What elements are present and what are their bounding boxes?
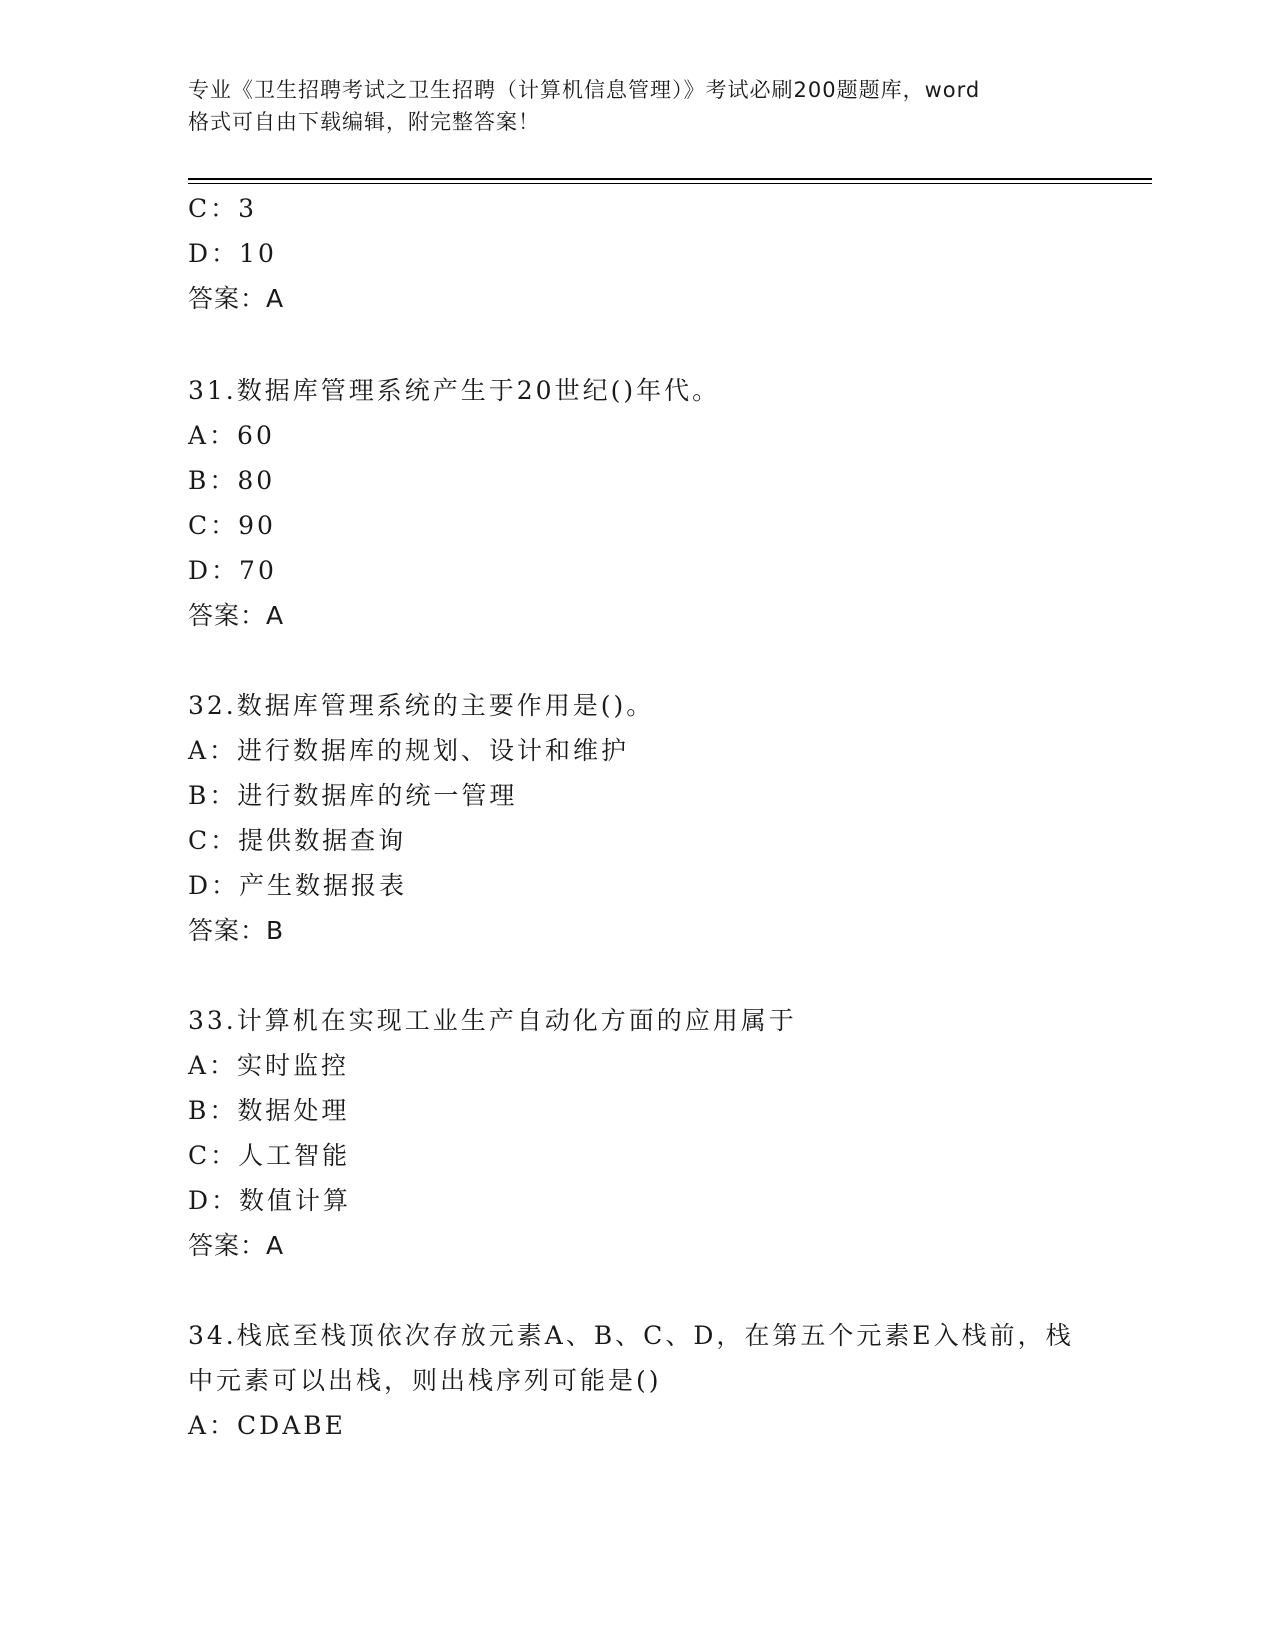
question-31: 31.数据库管理系统产生于20世纪()年代。 [188, 376, 721, 405]
q34-option-a: A：CDABE [188, 1411, 346, 1440]
question-32: 32.数据库管理系统的主要作用是()。 [188, 691, 655, 720]
question-34-line-2: 中元素可以出栈，则出栈序列可能是() [188, 1366, 662, 1395]
header-title-line-2: 格式可自由下载编辑，附完整答案！ [188, 110, 540, 134]
option-d: D：10 [188, 239, 277, 268]
q32-option-d: D：产生数据报表 [188, 871, 408, 900]
option-c: C：3 [188, 194, 258, 223]
question-34-line-1: 34.栈底至栈顶依次存放元素A、B、C、D，在第五个元素E入栈前，栈 [188, 1321, 1074, 1350]
question-33: 33.计算机在实现工业生产自动化方面的应用属于 [188, 1006, 797, 1035]
q33-option-b: B：数据处理 [188, 1096, 350, 1125]
q33-option-a: A：实时监控 [188, 1051, 350, 1080]
q31-option-d: D：70 [188, 556, 277, 585]
header-title-line-1: 专业《卫生招聘考试之卫生招聘（计算机信息管理）》考试必刷200题题库，word [188, 78, 981, 102]
q31-option-b: B：80 [188, 466, 276, 495]
answer-line: 答案：A [188, 284, 285, 313]
document-header [188, 74, 1088, 138]
header-divider-thin [188, 183, 1152, 184]
q32-option-b: B：进行数据库的统一管理 [188, 781, 518, 810]
header-divider-thick [188, 178, 1152, 180]
q31-option-a: A：60 [188, 421, 275, 450]
q31-option-c: C：90 [188, 511, 276, 540]
q32-option-a: A：进行数据库的规划、设计和维护 [188, 736, 630, 765]
q31-answer: 答案：A [188, 601, 285, 630]
q33-option-c: C：人工智能 [188, 1141, 351, 1170]
q33-option-d: D：数值计算 [188, 1186, 352, 1215]
q32-option-c: C：提供数据查询 [188, 826, 407, 855]
q32-answer: 答案：B [188, 916, 285, 945]
q33-answer: 答案：A [188, 1231, 285, 1260]
